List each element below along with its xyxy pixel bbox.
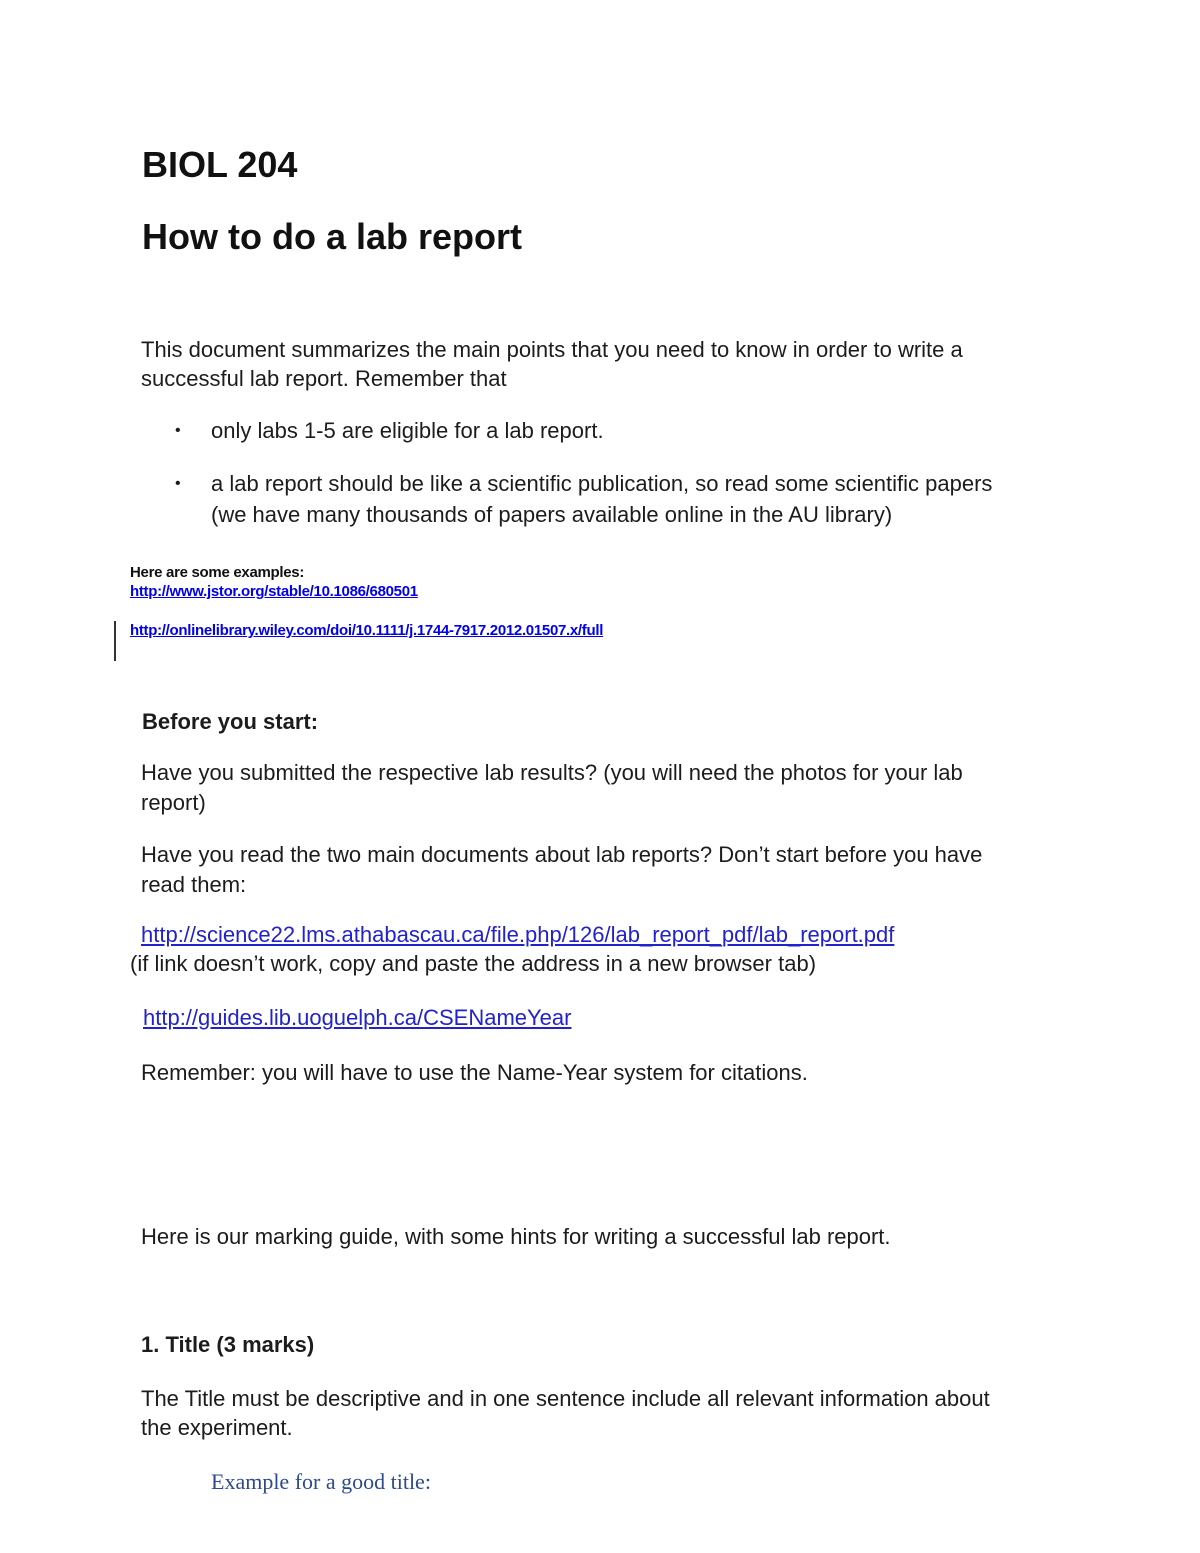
- jstor-example-link[interactable]: http://www.jstor.org/stable/10.1086/680501: [130, 583, 418, 600]
- bullet-icon: •: [175, 422, 181, 439]
- intro-paragraph-line-1: This document summarizes the main points that you need to know in order to write a: [141, 337, 963, 362]
- before-you-start-heading: Before you start:: [142, 709, 319, 734]
- citation-reminder: Remember: you will have to use the Name-Year system for citations.: [141, 1060, 808, 1085]
- lab-report-pdf-link[interactable]: http://science22.lms.athabascau.ca/file.php/126/lab_report_pdf/lab_report.pdf: [141, 922, 895, 947]
- list-item-text: only labs 1-5 are eligible for a lab report.: [211, 418, 604, 443]
- question-documents-line-1: Have you read the two main documents about lab reports? Don’t start before you have: [141, 842, 983, 867]
- cse-name-year-link[interactable]: http://guides.lib.uoguelph.ca/CSENameYear: [143, 1005, 572, 1030]
- list-item-text: a lab report should be like a scientific publication, so read some scientific papers: [211, 471, 993, 496]
- section-title-text-line-1: The Title must be descriptive and in one sentence include all relevant information about: [141, 1386, 990, 1411]
- bullet-icon: •: [175, 475, 181, 492]
- text-cursor: [114, 621, 116, 661]
- question-lab-results-line-1: Have you submitted the respective lab results? (you will need the photos for your lab: [141, 760, 963, 785]
- question-documents-line-2: read them:: [141, 872, 247, 897]
- intro-paragraph-line-2: successful lab report. Remember that: [141, 366, 507, 391]
- marking-guide-intro: Here is our marking guide, with some hints for writing a successful lab report.: [141, 1224, 891, 1249]
- section-title-heading: 1. Title (3 marks): [141, 1332, 315, 1357]
- wiley-example-link[interactable]: http://onlinelibrary.wiley.com/doi/10.1111/j.1744-7917.2012.01507.x/full: [130, 622, 604, 639]
- course-code-heading: BIOL 204: [142, 144, 298, 185]
- example-title-label: Example for a good title:: [211, 1469, 431, 1494]
- question-lab-results-line-2: report): [141, 790, 206, 815]
- examples-heading: Here are some examples:: [130, 564, 305, 581]
- list-item-text-continued: (we have many thousands of papers available online in the AU library): [211, 502, 893, 527]
- page-title: How to do a lab report: [142, 216, 523, 257]
- link-note: (if link doesn’t work, copy and paste the address in a new browser tab): [130, 951, 817, 976]
- section-title-text-line-2: the experiment.: [141, 1415, 293, 1440]
